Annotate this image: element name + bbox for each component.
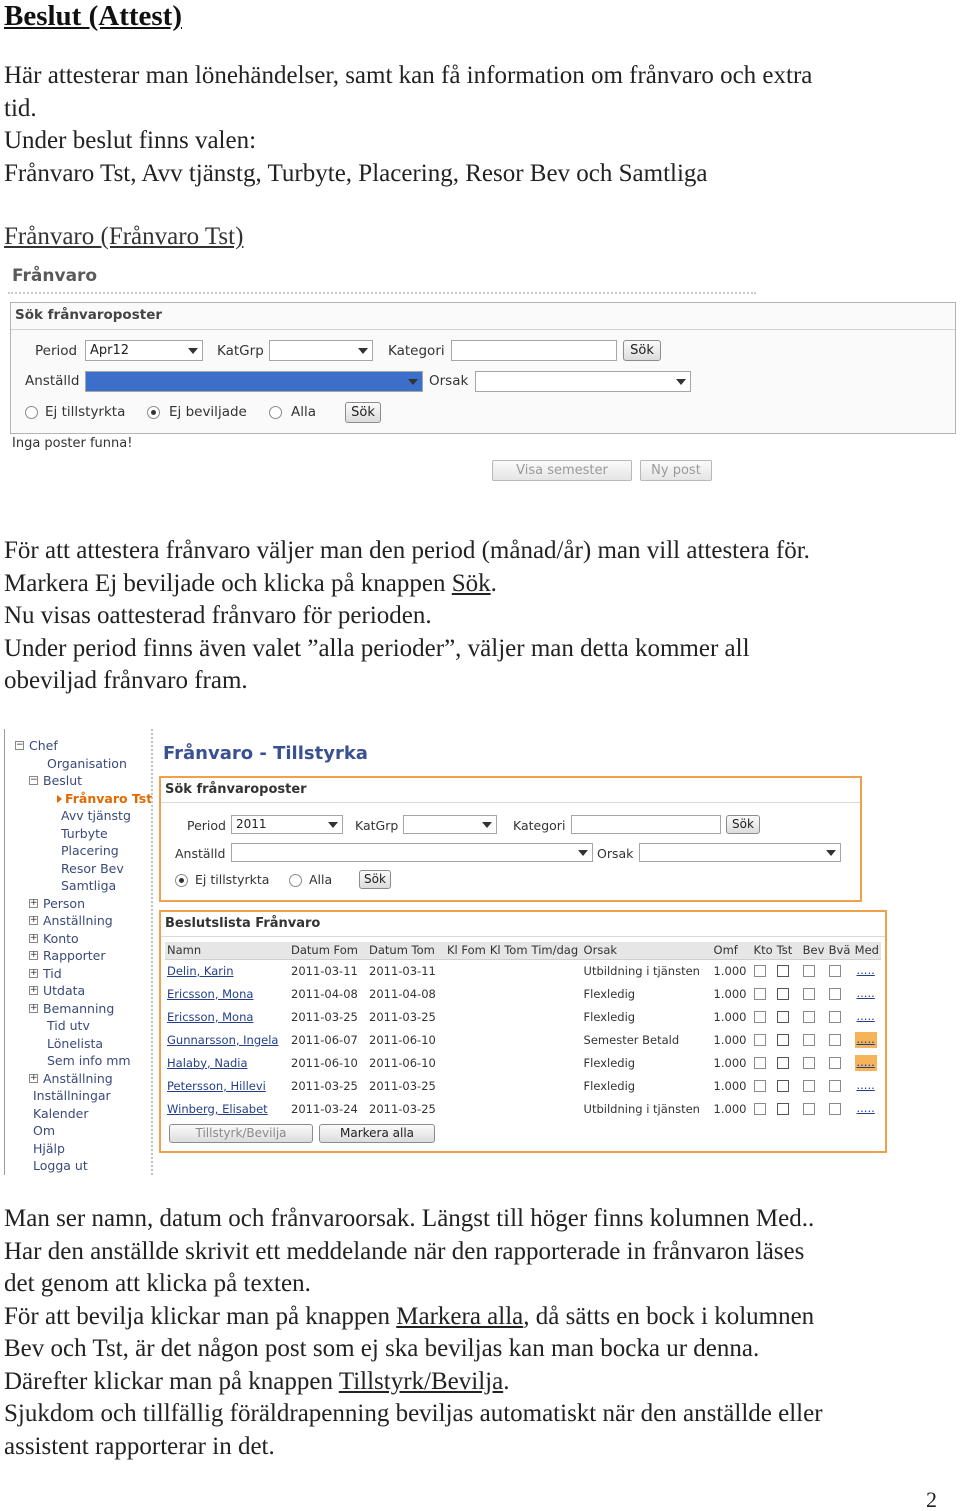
kto-checkbox[interactable]	[754, 965, 766, 977]
no-results-message: Inga poster funna!	[12, 436, 133, 451]
kl-fom-cell	[445, 959, 488, 982]
omf-cell: 1.000	[713, 1101, 747, 1116]
orsak-cell: Flexledig	[583, 1078, 636, 1093]
chevron-down-icon	[328, 822, 338, 828]
tst-checkbox[interactable]	[777, 965, 789, 977]
tst-cell	[775, 982, 801, 1005]
bev-checkbox[interactable]	[803, 1034, 815, 1046]
sidebar-item[interactable]: Hjälp	[33, 1140, 65, 1156]
bev-checkbox[interactable]	[803, 1057, 815, 1069]
kto-checkbox[interactable]	[754, 1034, 766, 1046]
radio-ej-tillstyrkta[interactable]	[175, 874, 188, 887]
text-line	[4, 1366, 954, 1399]
divider	[161, 936, 885, 937]
period-label: Period	[35, 343, 78, 359]
omf-cell: 1.000	[713, 963, 747, 978]
chevron-down-icon	[826, 850, 836, 856]
column-header[interactable]: Omf	[712, 942, 752, 959]
orsak-cell: Utbildning i tjänsten	[583, 1101, 700, 1116]
chevron-down-icon	[358, 348, 368, 354]
sok-button[interactable]: Sök	[726, 815, 760, 834]
sidebar-item[interactable]: Kalender	[33, 1105, 89, 1121]
intro-line: tid.	[4, 94, 37, 122]
sidebar-item[interactable]: Beslut	[43, 773, 83, 788]
chevron-down-icon	[578, 850, 588, 856]
table-row	[165, 1051, 881, 1074]
bev-checkbox[interactable]	[803, 1011, 815, 1023]
datum-fom-cell: 2011-03-11	[291, 963, 358, 978]
sidebar-nav	[4, 729, 154, 1175]
text-line: det genom att klicka på texten.	[4, 1270, 311, 1297]
bev-checkbox[interactable]	[803, 1103, 815, 1115]
bva-checkbox[interactable]	[829, 988, 841, 1000]
datum-tom-cell: 2011-03-25	[369, 1009, 436, 1024]
period-value: Apr12	[90, 343, 130, 358]
omf-cell: 1.000	[713, 1009, 747, 1024]
med-message-link[interactable]: .....	[856, 1008, 875, 1023]
table-row	[165, 1097, 881, 1120]
column-header[interactable]: Kto	[753, 943, 773, 958]
bev-cell	[801, 1097, 827, 1120]
kl-tom-cell	[488, 1028, 530, 1051]
kto-checkbox[interactable]	[754, 1011, 766, 1023]
sidebar-item[interactable]: Om	[33, 1123, 56, 1138]
column-header[interactable]: Tim/dag	[530, 942, 582, 959]
sidebar-item[interactable]: Tid utv	[47, 1018, 90, 1033]
med-message-link[interactable]: .....	[856, 962, 875, 977]
kl-tom-cell	[488, 1097, 530, 1120]
text-span: För att bevilja klickar man på knappen	[4, 1302, 397, 1330]
datum-fom-cell: 2011-03-25	[291, 1078, 358, 1093]
bva-cell	[827, 1028, 853, 1051]
radio-ej-tillstyrkta[interactable]	[25, 406, 38, 419]
kategori-input[interactable]	[451, 340, 617, 361]
sidebar-item[interactable]: Organisation	[47, 755, 127, 771]
sok-button-2[interactable]: Sök	[345, 402, 381, 423]
text-span: .	[503, 1367, 510, 1395]
column-header[interactable]: Kl Tom	[489, 943, 528, 958]
datum-tom-cell: 2011-03-25	[369, 1078, 436, 1093]
tst-cell	[775, 1005, 801, 1028]
table-row	[165, 1074, 881, 1097]
text-line: Har den anställde skrivit ett meddelande när den rapporterade in frånvaron läses	[4, 1237, 805, 1265]
orsak-label: Orsak	[429, 373, 469, 389]
kategori-label: Kategori	[513, 818, 566, 833]
kategori-label: Kategori	[388, 343, 445, 359]
tst-cell	[775, 1051, 801, 1074]
period-select[interactable]	[85, 340, 203, 361]
sidebar-item[interactable]: Tid	[43, 965, 62, 981]
radio-alla-label: Alla	[291, 404, 317, 420]
tst-checkbox[interactable]	[777, 1103, 789, 1115]
employee-name-link[interactable]: Petersson, Hillevi	[167, 1078, 266, 1093]
employee-name-link[interactable]: Halaby, Nadia	[167, 1055, 248, 1070]
tst-checkbox[interactable]	[777, 1034, 789, 1046]
sidebar-item[interactable]: Resor Bev	[61, 860, 124, 876]
anstalld-select[interactable]	[231, 843, 593, 862]
tst-cell	[775, 1028, 801, 1051]
bva-cell	[827, 1005, 853, 1028]
document-title: Beslut (Attest)	[4, 0, 182, 32]
katgrp-select[interactable]	[269, 340, 373, 361]
sidebar-item[interactable]: Utdata	[43, 983, 86, 998]
omf-cell: 1.000	[713, 1078, 747, 1093]
kto-checkbox[interactable]	[754, 1103, 766, 1115]
bva-cell	[827, 1097, 853, 1120]
kategori-input[interactable]	[571, 815, 721, 834]
tim-dag-cell	[530, 982, 582, 1005]
kto-checkbox[interactable]	[754, 1057, 766, 1069]
column-header[interactable]: Orsak	[582, 942, 712, 959]
text-span: Därefter klickar man på knappen	[4, 1367, 339, 1395]
med-cell	[853, 982, 881, 1005]
period-select[interactable]	[231, 815, 343, 834]
tim-dag-cell	[530, 1028, 582, 1051]
intro-paragraph	[4, 60, 954, 190]
tst-cell	[775, 959, 801, 982]
beslutslista-table	[165, 942, 881, 1120]
datum-fom-cell: 2011-03-25	[291, 1009, 358, 1024]
orsak-select[interactable]	[475, 371, 691, 392]
employee-name-link[interactable]: Winberg, Elisabet	[167, 1101, 268, 1116]
sidebar-item[interactable]: Placering	[61, 843, 119, 858]
text-span: , då sätts en bock i kolumnen	[523, 1302, 815, 1330]
bev-cell	[801, 982, 827, 1005]
med-cell	[853, 959, 881, 982]
kl-tom-cell	[488, 1051, 530, 1074]
omf-cell: 1.000	[713, 1032, 747, 1047]
period-label: Period	[187, 818, 226, 833]
med-cell	[853, 1074, 881, 1097]
tim-dag-cell	[530, 1051, 582, 1074]
divider	[151, 729, 153, 1175]
tst-checkbox[interactable]	[777, 988, 789, 1000]
sidebar-item[interactable]: Inställningar	[33, 1088, 111, 1103]
kto-cell	[752, 1097, 775, 1120]
katgrp-label: KatGrp	[355, 818, 399, 833]
tillstyrk-bevilja-button[interactable]: Tillstyrk/Bevilja	[169, 1124, 313, 1143]
kl-tom-cell	[488, 1005, 530, 1028]
datum-fom-cell: 2011-04-08	[291, 986, 358, 1001]
beslutslista-title: Beslutslista Frånvaro	[165, 916, 321, 931]
kl-tom-cell	[488, 1074, 530, 1097]
tim-dag-cell	[530, 1074, 582, 1097]
period-value: 2011	[236, 817, 267, 831]
screenshot-franvaro-search	[8, 262, 958, 484]
divider	[161, 802, 860, 803]
instruction-paragraph-2	[4, 1203, 954, 1463]
expand-icon[interactable]: +	[30, 967, 38, 978]
markera-alla-link: Markera alla	[396, 1302, 524, 1330]
expand-icon[interactable]: +	[30, 1072, 38, 1083]
employee-name-link[interactable]: Ericsson, Mona	[167, 1009, 254, 1024]
bev-cell	[801, 1028, 827, 1051]
bva-checkbox[interactable]	[829, 1011, 841, 1023]
kto-checkbox[interactable]	[754, 988, 766, 1000]
med-message-link[interactable]: .....	[856, 1031, 875, 1046]
bev-checkbox[interactable]	[803, 1080, 815, 1092]
bva-checkbox[interactable]	[829, 965, 841, 977]
orsak-cell: Flexledig	[583, 1009, 636, 1024]
med-cell	[853, 1005, 881, 1028]
kl-fom-cell	[445, 1074, 488, 1097]
beslutslista-panel	[159, 910, 887, 1153]
text-line: Nu visas oattesterad frånvaro för perioden.	[4, 602, 432, 629]
text-line: assistent rapporterar in det.	[4, 1432, 275, 1460]
text-span: Markera Ej beviljade och klicka på knappen	[4, 569, 452, 597]
instruction-paragraph-1	[4, 535, 954, 698]
med-cell	[853, 1097, 881, 1120]
orsak-cell: Flexledig	[583, 1055, 636, 1070]
text-line	[4, 568, 954, 601]
text-line: Man ser namn, datum och frånvaroorsak. Längst till höger finns kolumnen Med..	[4, 1205, 815, 1232]
intro-line: Frånvaro Tst, Avv tjänstg, Turbyte, Placering, Resor Bev och Samtliga	[4, 159, 708, 187]
divider	[11, 329, 955, 330]
text-line: Under period finns även valet ”alla perioder”, väljer man detta kommer all	[4, 634, 750, 662]
kl-tom-cell	[488, 982, 530, 1005]
page-number: 2	[926, 1487, 937, 1511]
tst-checkbox[interactable]	[777, 1057, 789, 1069]
column-header[interactable]: Bev	[801, 942, 827, 959]
kto-cell	[752, 1074, 775, 1097]
employee-name-link[interactable]: Ericsson, Mona	[167, 986, 254, 1001]
katgrp-label: KatGrp	[217, 343, 264, 359]
tst-cell	[775, 1074, 801, 1097]
sidebar-item[interactable]: Sem info mm	[47, 1053, 131, 1068]
kl-fom-cell	[445, 982, 488, 1005]
search-panel-title: Sök frånvaroposter	[15, 307, 163, 323]
column-header[interactable]: Med	[854, 943, 879, 958]
datum-fom-cell: 2011-03-24	[291, 1101, 358, 1116]
kto-cell	[752, 1051, 775, 1074]
anstalld-select[interactable]	[85, 371, 423, 392]
chevron-down-icon	[188, 348, 198, 354]
tillstyrk-bevilja-link: Tillstyrk/Bevilja	[338, 1367, 504, 1395]
arrow-right-icon	[57, 795, 62, 803]
chevron-down-icon	[408, 379, 418, 385]
bva-checkbox[interactable]	[829, 1057, 841, 1069]
tst-checkbox[interactable]	[777, 1011, 789, 1023]
bev-checkbox[interactable]	[803, 965, 815, 977]
tim-dag-cell	[530, 959, 582, 982]
sidebar-item[interactable]: Samtliga	[61, 878, 117, 893]
kl-fom-cell	[445, 1005, 488, 1028]
franvaro-page-title: Frånvaro	[12, 266, 98, 286]
table-header-row	[165, 942, 881, 959]
orsak-cell: Utbildning i tjänsten	[583, 963, 700, 978]
med-message-link[interactable]: .....	[856, 1100, 875, 1115]
sidebar-item[interactable]: Anställning	[43, 1070, 113, 1086]
med-cell	[853, 1051, 881, 1074]
bev-cell	[801, 1005, 827, 1028]
med-message-link[interactable]: .....	[856, 1054, 875, 1069]
omf-cell: 1.000	[713, 1055, 747, 1070]
sidebar-item[interactable]: Logga ut	[33, 1158, 88, 1173]
bev-checkbox[interactable]	[803, 988, 815, 1000]
radio-alla-label: Alla	[309, 872, 333, 887]
table-body	[165, 959, 881, 1120]
kl-fom-cell	[445, 1028, 488, 1051]
datum-tom-cell: 2011-03-11	[369, 963, 436, 978]
visa-semester-button[interactable]: Visa semester	[492, 460, 632, 481]
employee-name-link[interactable]: Gunnarsson, Ingela	[167, 1032, 279, 1047]
orsak-label: Orsak	[597, 846, 634, 861]
kl-fom-cell	[445, 1051, 488, 1074]
omf-cell: 1.000	[713, 986, 747, 1001]
sidebar-item[interactable]: Lönelista	[47, 1035, 104, 1051]
search-panel	[10, 302, 956, 434]
med-message-link[interactable]: .....	[856, 985, 875, 1000]
screenshot-franvaro-tillstyrka	[4, 729, 890, 1175]
bva-cell	[827, 1074, 853, 1097]
sidebar-item[interactable]: Rapporter	[43, 948, 106, 963]
expand-icon[interactable]: +	[30, 915, 38, 925]
tst-checkbox[interactable]	[777, 1080, 789, 1092]
chevron-down-icon	[676, 379, 686, 385]
collapse-icon[interactable]: −	[30, 775, 38, 785]
chevron-down-icon	[482, 822, 492, 828]
tim-dag-cell	[530, 1005, 582, 1028]
tst-cell	[775, 1097, 801, 1120]
orsak-select[interactable]	[639, 843, 841, 862]
med-message-link[interactable]: .....	[856, 1077, 875, 1092]
column-header[interactable]: Namn	[165, 942, 289, 959]
kto-cell	[752, 1005, 775, 1028]
bva-cell	[827, 982, 853, 1005]
ny-post-button[interactable]: Ny post	[640, 460, 712, 481]
kto-cell	[752, 982, 775, 1005]
datum-tom-cell: 2011-06-10	[369, 1032, 436, 1047]
expand-icon[interactable]: +	[30, 1002, 38, 1013]
sidebar-item[interactable]: Anställning	[43, 913, 113, 928]
anstalld-label: Anställd	[175, 846, 226, 861]
datum-fom-cell: 2011-06-10	[291, 1055, 358, 1070]
sidebar-item[interactable]: Bemanning	[43, 1000, 115, 1016]
intro-line: Här attesterar man lönehändelser, samt kan få information om frånvaro och extra	[4, 62, 813, 89]
table-row	[165, 1005, 881, 1028]
column-header[interactable]: Kl Fom	[447, 943, 486, 958]
tim-dag-cell	[530, 1097, 582, 1120]
expand-icon[interactable]: +	[30, 985, 38, 995]
text-line: obeviljad frånvaro fram.	[4, 667, 248, 694]
search-panel-title: Sök frånvaroposter	[165, 782, 307, 797]
kl-fom-cell	[445, 1097, 488, 1120]
markera-alla-button[interactable]: Markera alla	[319, 1124, 435, 1143]
sidebar-item[interactable]: Frånvaro Tst	[65, 790, 153, 806]
orsak-cell: Semester Betald	[583, 1032, 680, 1047]
radio-ej-beviljade[interactable]	[147, 406, 160, 419]
datum-tom-cell: 2011-03-25	[369, 1101, 436, 1116]
bva-cell	[827, 1051, 853, 1074]
orsak-cell: Flexledig	[583, 986, 636, 1001]
bva-checkbox[interactable]	[829, 1034, 841, 1046]
tillstyrka-page-title: Frånvaro - Tillstyrka	[163, 743, 368, 764]
column-header[interactable]: Bvä	[827, 942, 853, 959]
kto-checkbox[interactable]	[754, 1080, 766, 1092]
datum-fom-cell: 2011-06-07	[291, 1032, 358, 1047]
datum-tom-cell: 2011-04-08	[369, 986, 436, 1001]
employee-name-link[interactable]: Delin, Karin	[167, 963, 234, 978]
radio-alla[interactable]	[269, 406, 282, 419]
sidebar-item[interactable]: Person	[43, 895, 86, 911]
expand-icon[interactable]: +	[30, 950, 38, 960]
bva-checkbox[interactable]	[829, 1103, 841, 1115]
bva-cell	[827, 959, 853, 982]
collapse-icon[interactable]: −	[16, 740, 24, 750]
datum-tom-cell: 2011-06-10	[369, 1055, 436, 1070]
expand-icon[interactable]: +	[30, 932, 38, 943]
table-row	[165, 959, 881, 982]
med-cell	[853, 1028, 881, 1051]
column-header[interactable]: Tst	[775, 942, 801, 959]
sidebar-item[interactable]: Turbyte	[61, 825, 108, 841]
radio-ej-beviljade-label: Ej beviljade	[169, 404, 247, 420]
radio-alla[interactable]	[289, 874, 302, 887]
text-line: För att attestera frånvaro väljer man den period (månad/år) man vill attestera för.	[4, 537, 810, 564]
search-panel	[159, 776, 862, 902]
divider	[8, 292, 756, 294]
kto-cell	[752, 959, 775, 982]
radio-ej-tillstyrkta-label: Ej tillstyrkta	[195, 872, 270, 887]
column-header[interactable]: Datum Tom	[367, 942, 445, 959]
katgrp-select[interactable]	[403, 815, 497, 834]
table-row	[165, 982, 881, 1005]
table-row	[165, 1028, 881, 1051]
bev-cell	[801, 1051, 827, 1074]
anstalld-label: Anställd	[25, 373, 80, 389]
text-line: Bev och Tst, är det någon post som ej ska beviljas kan man bocka ur denna.	[4, 1335, 760, 1362]
bva-checkbox[interactable]	[829, 1080, 841, 1092]
text-line	[4, 1301, 954, 1334]
text-line: Sjukdom och tillfällig föräldrapenning beviljas automatiskt när den anställde eller	[4, 1400, 823, 1427]
column-header[interactable]: Datum Fom	[289, 942, 367, 959]
expand-icon[interactable]: +	[30, 897, 38, 908]
text-span: .	[490, 569, 497, 597]
kto-cell	[752, 1028, 775, 1051]
sidebar-item[interactable]: Avv tjänstg	[61, 808, 131, 823]
sok-link: Sök	[451, 569, 491, 597]
sok-button[interactable]: Sök	[623, 340, 661, 361]
sok-button-2[interactable]: Sök	[359, 870, 391, 889]
sidebar-item[interactable]: Chef	[29, 738, 58, 753]
intro-line: Under beslut finns valen:	[4, 127, 257, 154]
radio-ej-tillstyrkta-label: Ej tillstyrkta	[45, 404, 126, 420]
bev-cell	[801, 1074, 827, 1097]
bev-cell	[801, 959, 827, 982]
section-heading: Frånvaro (Frånvaro Tst)	[4, 223, 244, 250]
kl-tom-cell	[488, 959, 530, 982]
sidebar-item[interactable]: Konto	[43, 930, 79, 946]
